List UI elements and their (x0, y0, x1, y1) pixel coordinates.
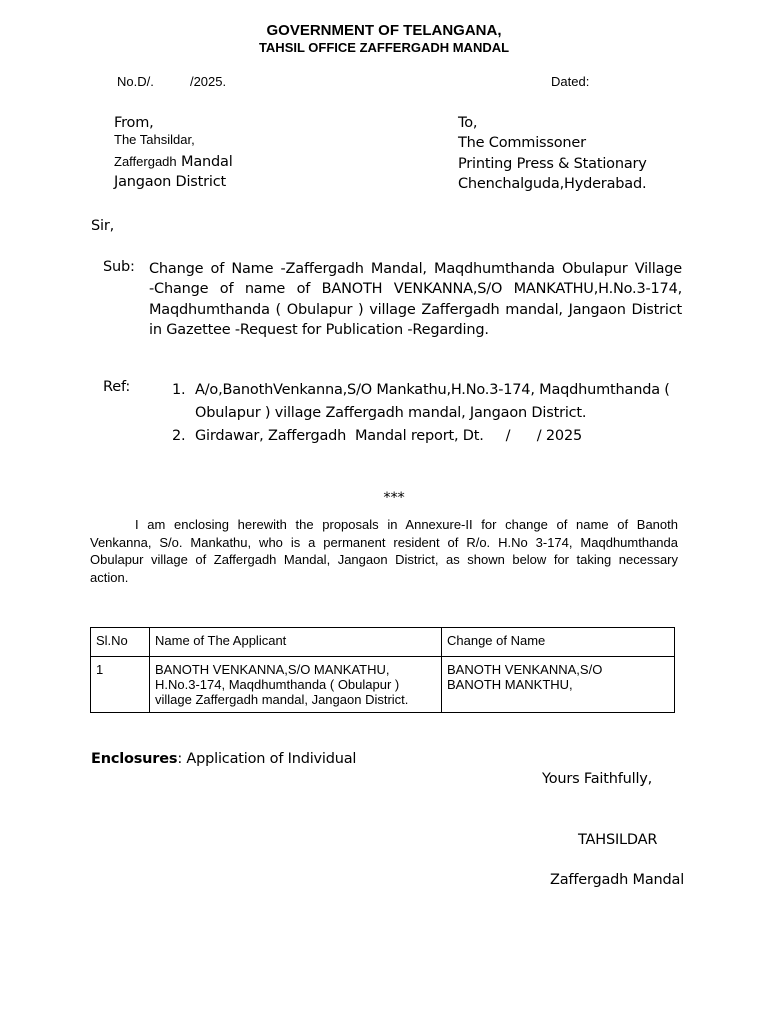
to-label: To, (458, 115, 478, 131)
reference-item (172, 379, 692, 425)
signatory-designation: TAHSILDAR (578, 832, 658, 848)
to-line-1: The Commissoner (458, 135, 586, 152)
subject-line-4: in Gazettee -Request for Publication -Regarding. (149, 321, 489, 338)
table-header-row (91, 628, 675, 657)
subject-line-2: -Change of name of BANOTH VENKANNA,S/O MANKATHU,H.No.3-174, (149, 281, 682, 298)
change-line: BANOTH VENKANNA,S/O (447, 662, 603, 677)
reference-label: Ref: (103, 379, 131, 395)
enclosures (91, 751, 356, 767)
signatory-office: Zaffergadh Mandal (550, 872, 685, 888)
applicant-line: BANOTH VENKANNA,S/O MANKATHU, (155, 662, 390, 677)
table-cell-slno: 1 (91, 657, 150, 713)
table-cell-applicant (150, 657, 442, 713)
applicant-line: H.No.3-174, Maqdhumthanda ( Obulapur ) (155, 677, 400, 692)
letterhead-title: GOVERNMENT OF TELANGANA, (266, 22, 502, 39)
reference-item (172, 425, 692, 448)
table-header-change: Change of Name (442, 628, 675, 657)
reference-number: 1. (172, 382, 186, 398)
table-row (91, 657, 675, 713)
reference-text-line: Girdawar, Zaffergadh Mandal report, Dt. / / 2025 (195, 428, 583, 444)
letterhead-subtitle: TAHSIL OFFICE ZAFFERGADH MANDAL (258, 40, 510, 55)
letter-date: Dated: (551, 74, 590, 89)
subject-line-3: Maqdhumthanda ( Obulapur ) village Zaffergadh mandal, Jangaon District (149, 301, 682, 318)
from-label: From, (114, 115, 154, 131)
change-line: BANOTH MANKTHU, (447, 677, 573, 692)
to-line-2: Printing Press & Stationary (458, 155, 647, 172)
table-header-applicant: Name of The Applicant (150, 628, 442, 657)
subject-text (149, 259, 682, 340)
body-line-2: Venkanna, S/o. Mankathu, who is a permanent resident of R/o. H.No 3-174, Maqdhumthanda (90, 534, 678, 550)
body-line-4: action. (90, 569, 129, 585)
to-line-3: Chenchalguda,Hyderabad. (458, 175, 647, 192)
reference-number: 2. (172, 428, 186, 444)
to-block (458, 113, 647, 194)
enclosures-text: : Application of Individual (177, 751, 357, 767)
table-cell-change (442, 657, 675, 713)
from-line-3: Jangaon District (114, 174, 226, 190)
letter-number: No.D/. /2025. (117, 74, 227, 89)
body-line-1: I am enclosing herewith the proposals in Annexure-II for change of name of Banoth (135, 517, 678, 532)
reference-list (172, 379, 692, 448)
from-line-2-place: Zaffergadh (114, 154, 177, 169)
from-block (114, 114, 233, 192)
subject-label: Sub: (103, 259, 135, 275)
applicant-line: village Zaffergadh mandal, Jangaon District. (155, 692, 409, 707)
from-line-1: The Tahsildar, (114, 132, 195, 147)
salutation: Sir, (91, 218, 115, 234)
enclosures-label: Enclosures (91, 751, 178, 767)
from-line-2 (114, 152, 233, 172)
reference-text-line: Obulapur ) village Zaffergadh mandal, Jangaon District. (195, 405, 587, 421)
table-header-slno: Sl.No (91, 628, 150, 657)
from-line-2-mandal: Mandal (176, 154, 233, 170)
body-paragraph (90, 516, 678, 586)
valediction: Yours Faithfully, (542, 771, 653, 787)
subject-line-1: Change of Name -Zaffergadh Mandal, Maqdhumthanda Obulapur Village (149, 261, 682, 277)
body-line-3: Obulapur village of Zaffergadh Mandal, Jangaon District, as shown below for taking necessary (90, 552, 678, 567)
separator: *** (383, 490, 405, 506)
change-of-name-table (90, 627, 675, 713)
reference-text-line: A/o,BanothVenkanna,S/O Mankathu,H.No.3-174, Maqdhumthanda ( (195, 382, 670, 398)
